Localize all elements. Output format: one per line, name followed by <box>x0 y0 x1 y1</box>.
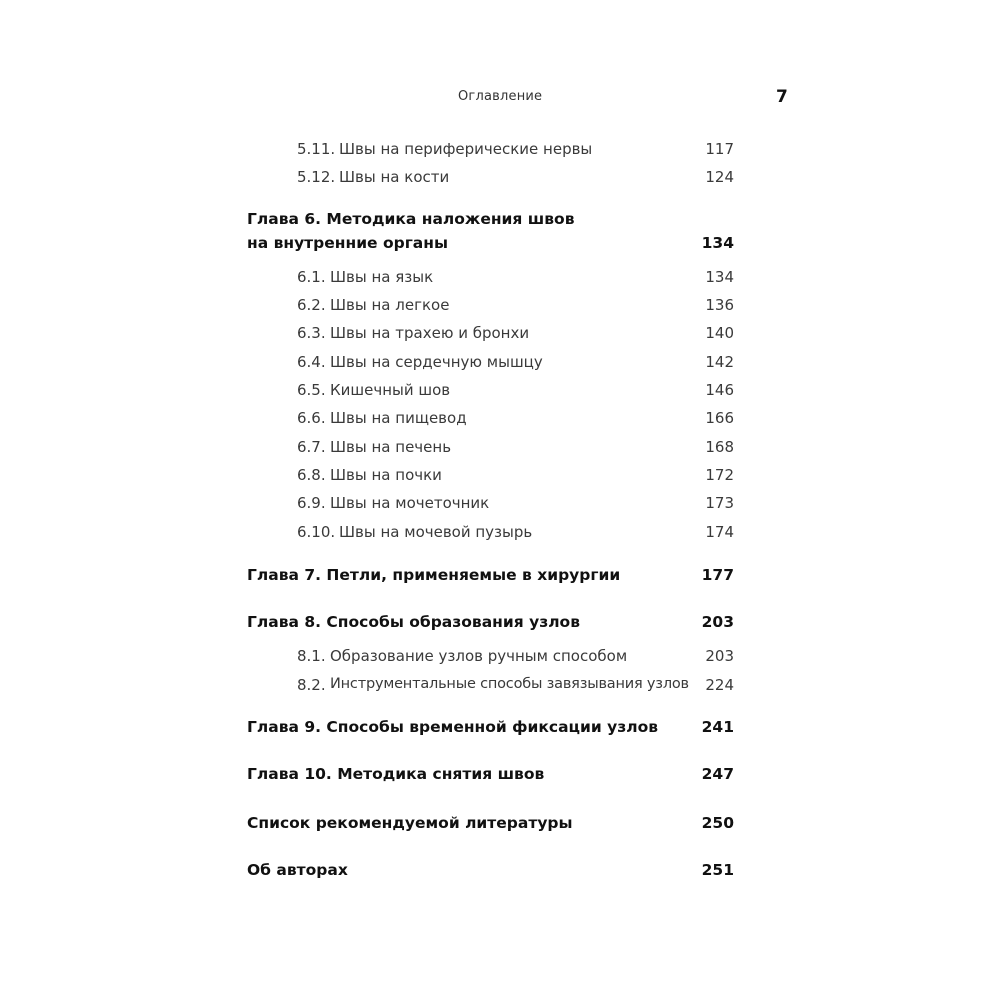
toc-references: Список рекомендуемой литературы <box>247 814 573 832</box>
toc-entry-page: 146 <box>705 381 734 399</box>
page-number: 7 <box>776 87 788 107</box>
toc-entry-page: 224 <box>705 676 734 694</box>
toc-entry-number: 8.1. <box>297 647 326 665</box>
toc-entry-number: 5.12. <box>297 168 336 186</box>
toc-entry-title: Швы на печень <box>330 438 452 456</box>
toc-entry-title: Швы на пищевод <box>330 409 467 427</box>
toc-chapter-7: Глава 7. Петли, применяемые в хирургии <box>247 566 621 584</box>
toc-entry-number: 6.9. <box>297 494 326 512</box>
toc-entry-title: Образование узлов ручным способом <box>330 647 628 665</box>
toc-entry-page: 172 <box>705 466 734 484</box>
toc-chapter-10: Глава 10. Методика снятия швов <box>247 765 545 783</box>
toc-entry-page: 203 <box>705 647 734 665</box>
toc-entry-title: Кишечный шов <box>330 381 451 399</box>
toc-entry-page: 142 <box>705 353 734 371</box>
toc-entry-title: Инструментальные способы завязывания узлов <box>330 676 689 692</box>
toc-entry-number: 6.2. <box>297 296 326 314</box>
toc-entry-number: 8.2. <box>297 676 326 694</box>
toc-entry-page: 136 <box>705 296 734 314</box>
toc-entry-title: Швы на почки <box>330 466 442 484</box>
toc-chapter-page: 134 <box>701 234 734 252</box>
toc-entry-number: 6.3. <box>297 324 326 342</box>
toc-chapter-page: 250 <box>701 814 734 832</box>
toc-entry-number: 6.7. <box>297 438 326 456</box>
toc-chapter-6-line2: на внутренние органы <box>247 234 448 252</box>
toc-entry-title: Швы на язык <box>330 268 434 286</box>
toc-chapter-page: 177 <box>701 566 734 584</box>
toc-about-authors: Об авторах <box>247 861 348 879</box>
toc-chapter-page: 247 <box>701 765 734 783</box>
toc-entry-page: 117 <box>705 140 734 158</box>
toc-entry-number: 6.5. <box>297 381 326 399</box>
toc-entry-title: Швы на мочеточник <box>330 494 490 512</box>
toc-entry-number: 5.11. <box>297 140 336 158</box>
toc-chapter-page: 251 <box>701 861 734 879</box>
toc-entry-number: 6.1. <box>297 268 326 286</box>
toc-entry-number: 6.8. <box>297 466 326 484</box>
toc-chapter-8: Глава 8. Способы образования узлов <box>247 613 581 631</box>
toc-chapter-page: 241 <box>701 718 734 736</box>
toc-entry-title: Швы на легкое <box>330 296 450 314</box>
toc-entry-title: Швы на сердечную мышцу <box>330 353 543 371</box>
toc-chapter-page: 203 <box>701 613 734 631</box>
toc-entry-number: 6.4. <box>297 353 326 371</box>
toc-entry-page: 168 <box>705 438 734 456</box>
toc-chapter-6-line1: Глава 6. Методика наложения швов <box>247 210 575 228</box>
toc-entry-number: 6.10. <box>297 523 336 541</box>
toc-entry-number: 6.6. <box>297 409 326 427</box>
toc-entry-page: 173 <box>705 494 734 512</box>
toc-entry-page: 140 <box>705 324 734 342</box>
running-header-title: Оглавление <box>458 89 543 104</box>
toc-entry-title: Швы на мочевой пузырь <box>339 523 533 541</box>
toc-entry-title: Швы на периферические нервы <box>339 140 593 158</box>
toc-entry-page: 174 <box>705 523 734 541</box>
toc-entry-page: 166 <box>705 409 734 427</box>
toc-entry-page: 134 <box>705 268 734 286</box>
toc-chapter-9: Глава 9. Способы временной фиксации узлов <box>247 718 659 736</box>
toc-entry-page: 124 <box>705 168 734 186</box>
toc-entry-title: Швы на трахею и бронхи <box>330 324 530 342</box>
toc-entry-title: Швы на кости <box>339 168 450 186</box>
